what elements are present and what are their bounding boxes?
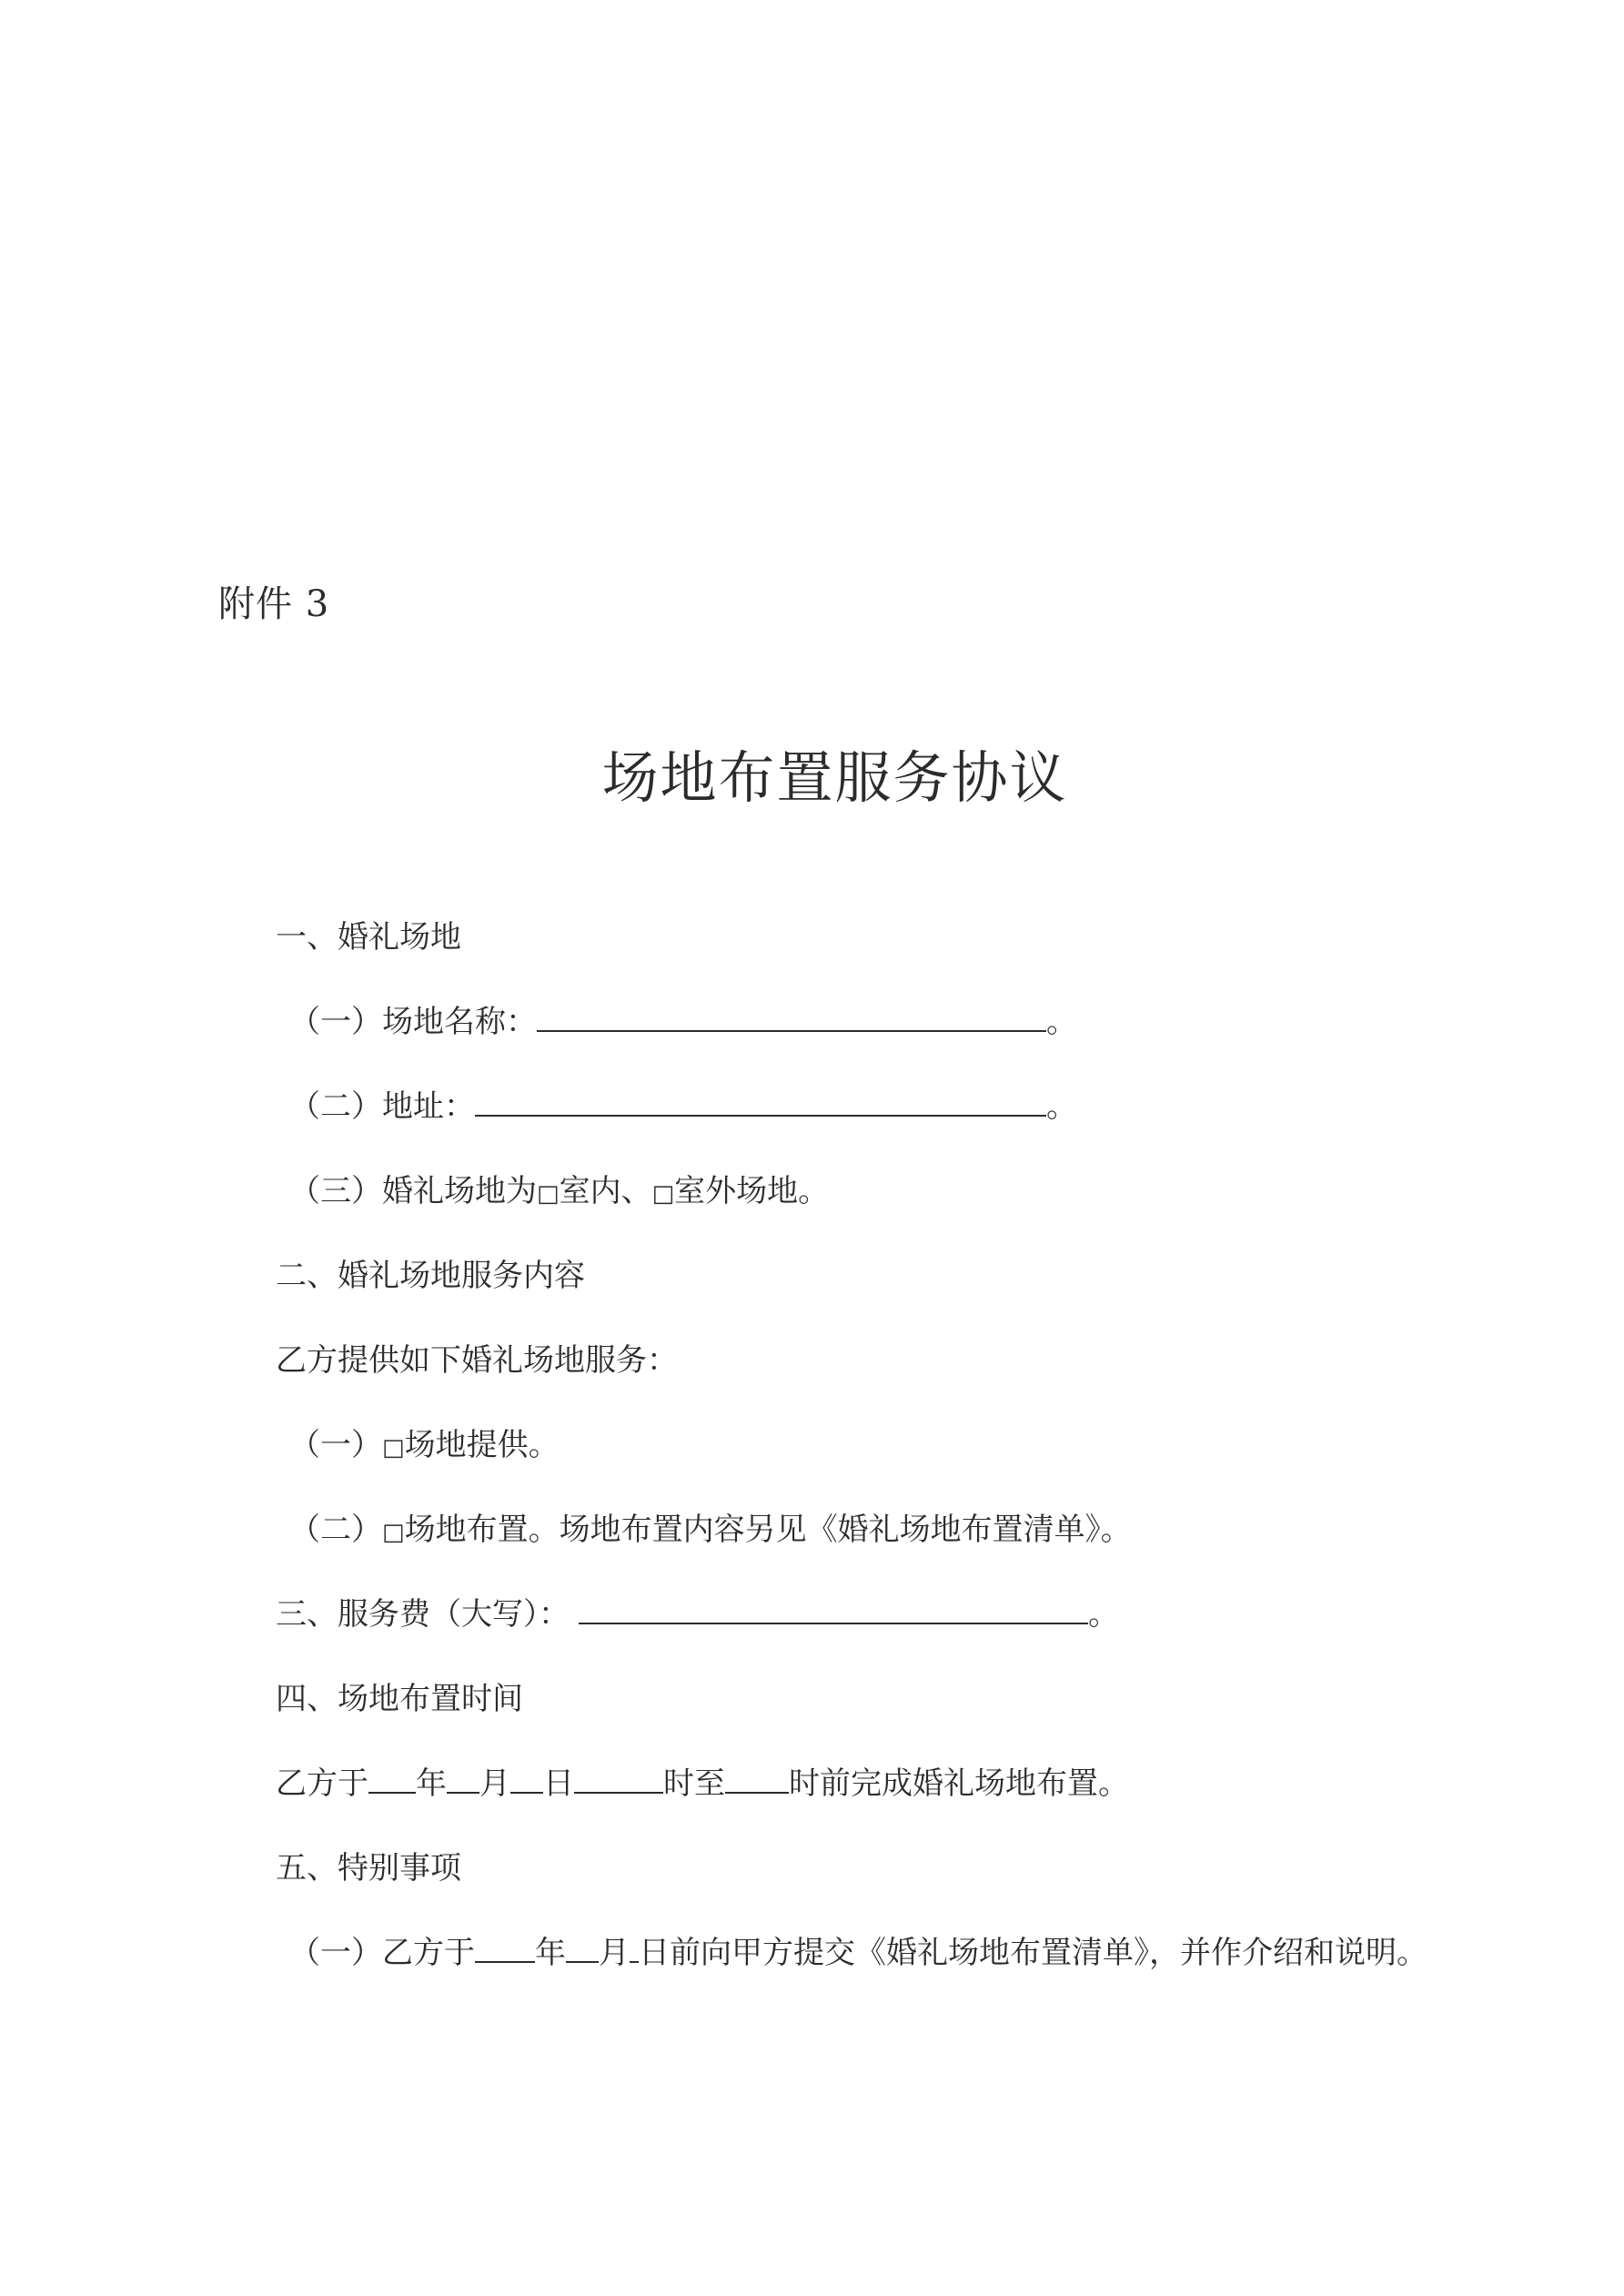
section-4-heading: 四、场地布置时间 xyxy=(276,1681,523,1717)
document-title: 场地布置服务协议 xyxy=(601,744,1068,811)
venue-provide-text: 场地提供。 xyxy=(404,1427,560,1463)
service-fee-line xyxy=(276,1596,1119,1633)
venue-provide-checkbox[interactable]: □ xyxy=(382,1434,405,1462)
section-2-heading: 二、婚礼场地服务内容 xyxy=(276,1258,585,1294)
submit-month-label: 月 xyxy=(599,1935,630,1971)
submit-year-blank[interactable] xyxy=(475,1936,535,1963)
indoor-option: 室内、 xyxy=(559,1173,652,1209)
section-1-heading: 一、婚礼场地 xyxy=(276,919,461,956)
address-line xyxy=(289,1088,1077,1125)
section-2-intro: 乙方提供如下婚礼场地服务： xyxy=(276,1342,678,1379)
month-label: 月 xyxy=(479,1765,510,1802)
day-blank[interactable] xyxy=(510,1766,543,1794)
submit-year-label: 年 xyxy=(535,1935,566,1971)
outdoor-option: 室外场地。 xyxy=(674,1173,830,1209)
period: 。 xyxy=(1046,1088,1077,1125)
section-5-heading: 五、特别事项 xyxy=(276,1850,461,1886)
start-hour-label: 时至 xyxy=(663,1765,725,1802)
submit-month-blank[interactable] xyxy=(566,1936,599,1963)
special-item-1-line xyxy=(289,1935,1427,1971)
submit-day-blank[interactable] xyxy=(630,1936,639,1963)
address-label: （二）地址： xyxy=(289,1088,475,1125)
year-blank[interactable] xyxy=(368,1766,416,1794)
layout-time-line xyxy=(276,1765,1129,1802)
start-hour-blank[interactable] xyxy=(574,1766,663,1794)
venue-name-label: （一）场地名称： xyxy=(289,1004,537,1040)
attachment-label: 附件 3 xyxy=(218,583,330,625)
venue-type-line xyxy=(289,1173,829,1212)
layout-time-suffix: 时前完成婚礼场地布置。 xyxy=(789,1765,1129,1802)
venue-layout-checkbox[interactable]: □ xyxy=(382,1519,405,1546)
year-label: 年 xyxy=(416,1765,447,1802)
period: 。 xyxy=(1088,1596,1119,1633)
venue-layout-text: 场地布置。场地布置内容另见《婚礼场地布置清单》。 xyxy=(404,1512,1132,1548)
layout-time-prefix: 乙方于 xyxy=(276,1765,368,1802)
outdoor-checkbox[interactable]: □ xyxy=(651,1180,675,1208)
period: 。 xyxy=(1046,1004,1077,1040)
day-label: 日 xyxy=(543,1765,574,1802)
service-fee-label: 三、服务费（大写）： xyxy=(276,1596,570,1633)
service-layout-line xyxy=(289,1512,1132,1551)
venue-name-line xyxy=(289,1004,1077,1040)
venue-type-label: （三）婚礼场地为 xyxy=(289,1173,537,1209)
special-item-1-text: 日前向甲方提交《婚礼场地布置清单》，并作介绍和说明。 xyxy=(639,1935,1427,1971)
end-hour-blank[interactable] xyxy=(725,1766,789,1794)
address-blank[interactable] xyxy=(475,1089,1046,1117)
venue-name-blank[interactable] xyxy=(537,1005,1046,1032)
month-blank[interactable] xyxy=(447,1766,479,1794)
indoor-checkbox[interactable]: □ xyxy=(537,1180,560,1208)
service-fee-blank[interactable] xyxy=(579,1597,1088,1624)
special-item-1-prefix: （一）乙方于 xyxy=(289,1935,475,1971)
service-venue-line xyxy=(289,1427,560,1466)
item-number: （一） xyxy=(289,1427,382,1463)
item-number: （二） xyxy=(289,1512,382,1548)
